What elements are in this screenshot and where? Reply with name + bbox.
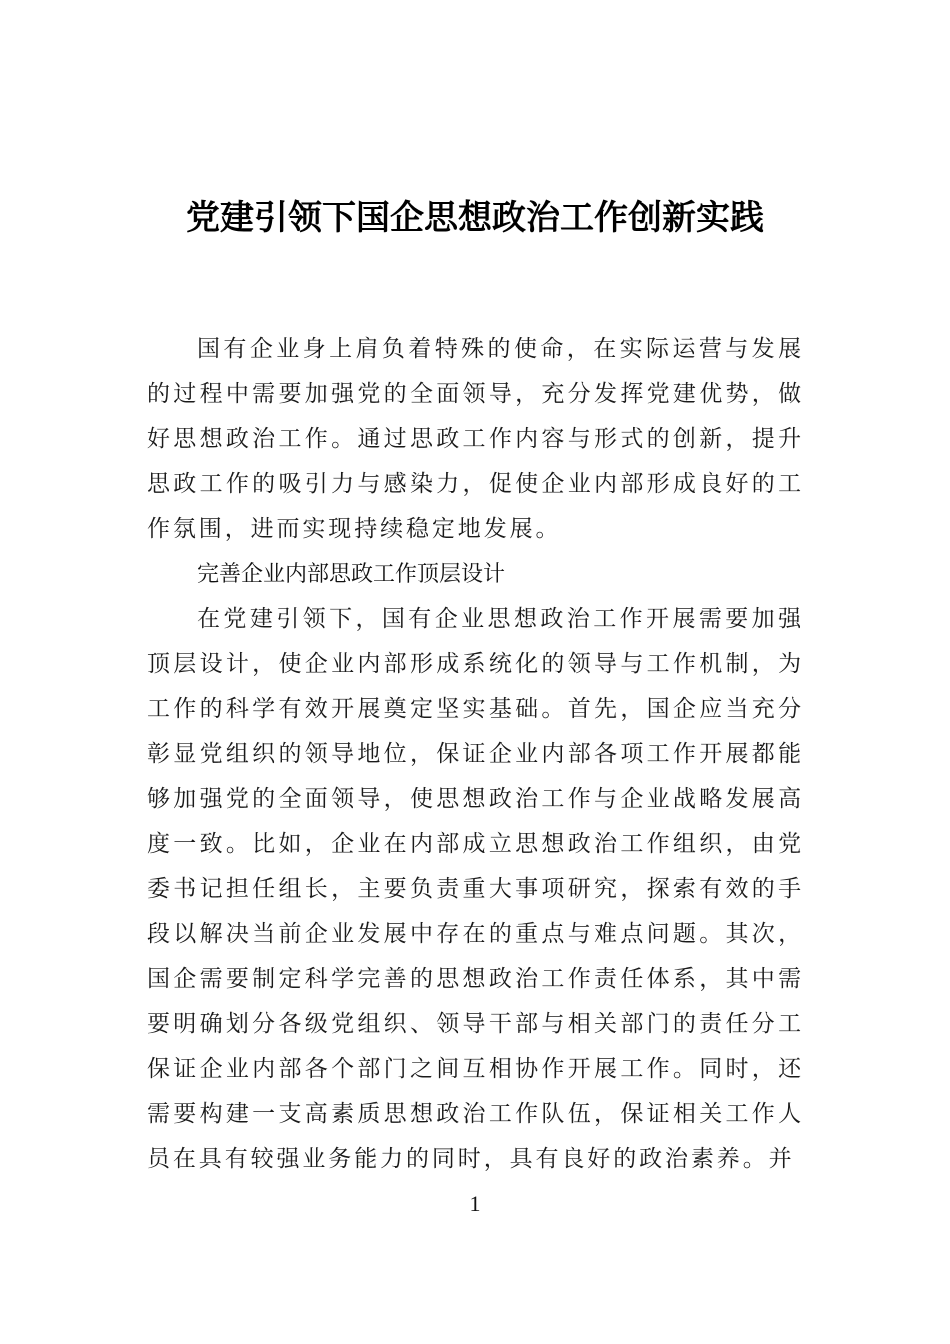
document-title: 党建引领下国企思想政治工作创新实践 (186, 198, 764, 238)
section-heading: 完善企业内部思政工作顶层设计 (197, 562, 506, 587)
document-body (147, 327, 804, 1182)
section-paragraph: 在党建引领下，国有企业思想政治工作开展需要加强顶层设计，使企业内部形成系统化的领导与工作机制，为工作的科学有效开展奠定坚实基础。首先，国企应当充分彰显党组织的领导地位，保证企业内部各项工作开展都能够加强党的全面领导，使思想政治工作与企业战略发展高度一致。比如，企业在内部成立思想政治工作组织，由党委书记担任组长，主要负责重大事项研究，探索有效的手段以解决当前企业发展中存在的重点与难点问题。其次，国企需要制定科学完善的思想政治工作责任体系，其中需要明确划分各级党组织、领导干部与相关部门的责任分工保证企业内部各个部门之间互相协作开展工作。同时，还需要构建一支高素质思想政治工作队伍，保证相关工作人员在具有较强业务能力的同时，具有良好的政治素养。并 (147, 606, 804, 1172)
page-number: 1 (469, 1191, 481, 1216)
intro-paragraph: 国有企业身上肩负着特殊的使命，在实际运营与发展的过程中需要加强党的全面领导，充分发挥党建优势，做好思想政治工作。通过思政工作内容与形式的创新，提升思政工作的吸引力与感染力，促使企业内部形成良好的工作氛围，进而实现持续稳定地发展。 (147, 336, 804, 542)
